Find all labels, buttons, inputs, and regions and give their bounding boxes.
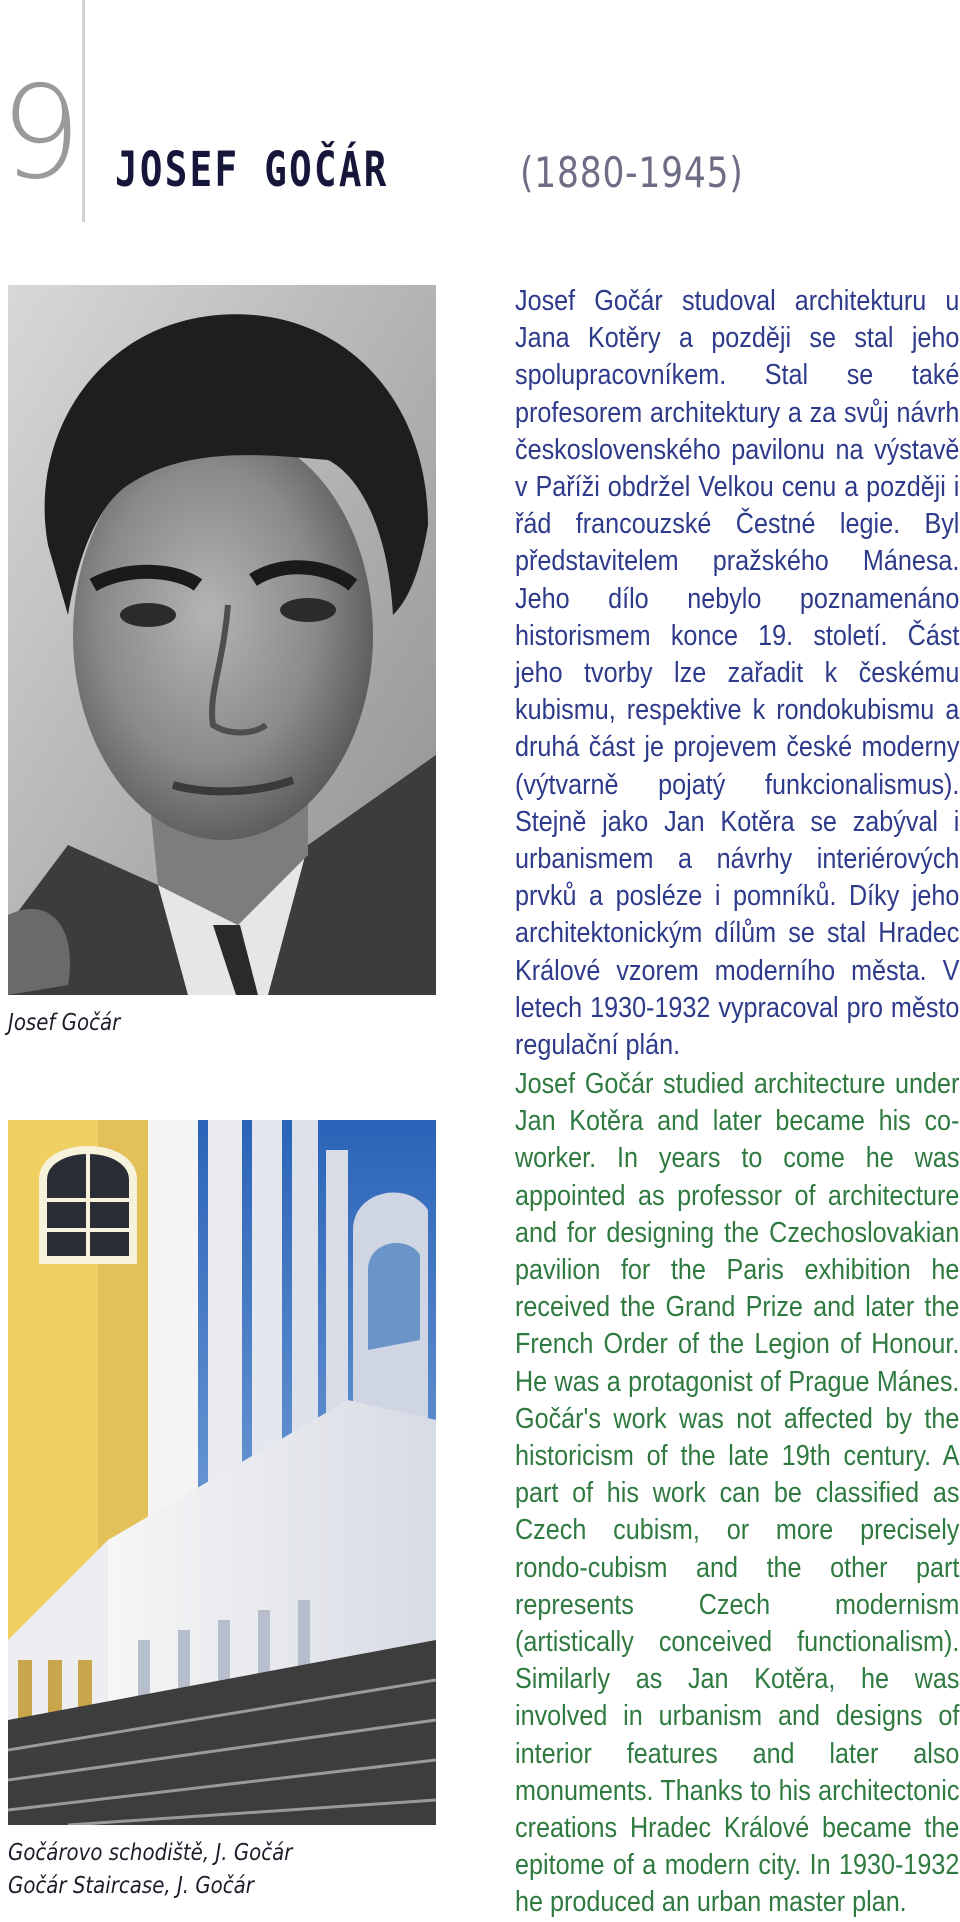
staircase-caption-cz: Gočárovo schodiště, J. Gočár <box>8 1840 293 1866</box>
czech-text-block <box>515 283 959 1064</box>
title-name: JOSEF GOČÁR <box>115 142 389 198</box>
portrait-caption: Josef Gočár <box>8 1010 121 1036</box>
staircase-photo <box>8 1120 436 1825</box>
page-title <box>115 142 744 198</box>
page-number: 9 <box>0 59 78 208</box>
english-paragraph: Josef Gočár studied architecture under Jan Kotěra and later became his co-worker. In years to come he was appointed as professor of architecture and for designing the Czechoslovakian pavilion for the Paris exhibition he received the Grand Prize and later the French Order of the Legion of Honour. He was a protagonist of Prague Mánes. Gočár's work was not affected by the historicism of the late 19th century. A part of his work can be classified as Czech cubism, or more precisely rondo-cubism and the other part represents Czech modernism (artistically conceived functionalism). Similarly as Jan Kotěra, he was involved in urbanism and designs of interior features and later also monuments. Thanks to his architectonic creations Hradec Králové became the epitome of a modern city. In 1930-1932 he produced an urban master plan. <box>515 1068 960 1919</box>
title-years: (1880-1945) <box>520 148 744 197</box>
english-text-block <box>515 1066 959 1922</box>
czech-paragraph: Josef Gočár studoval architekturu u Jana Kotěry a později se stal jeho spolupracovníkem. Stal se také profesorem architektury a za svůj návrh československého pavilonu na výstavě v Paříži obdržel Velkou cenu a později i řád francouzské Čestné legie. Byl představitelem pražského Mánesa. Jeho dílo nebylo poznamenáno historismem konce 19. století. Část jeho tvorby lze zařadit k českému kubismu, respektive k rondokubismu a druhá část je projevem české moderny (výtvarně pojatý funkcionalismus). Stejně jako Jan Kotěra se zabýval i urbanismem a návrhy interiérových prvků a posléze i pomníků. Díky jeho architektonickým dílům se stal Hradec Králové vzorem moderního města. V letech 1930-1932 vypracoval pro město regulační plán. <box>515 285 960 1062</box>
portrait-photo <box>8 285 436 995</box>
header-divider <box>82 0 85 222</box>
staircase-caption-en: Gočár Staircase, J. Gočár <box>8 1873 254 1899</box>
